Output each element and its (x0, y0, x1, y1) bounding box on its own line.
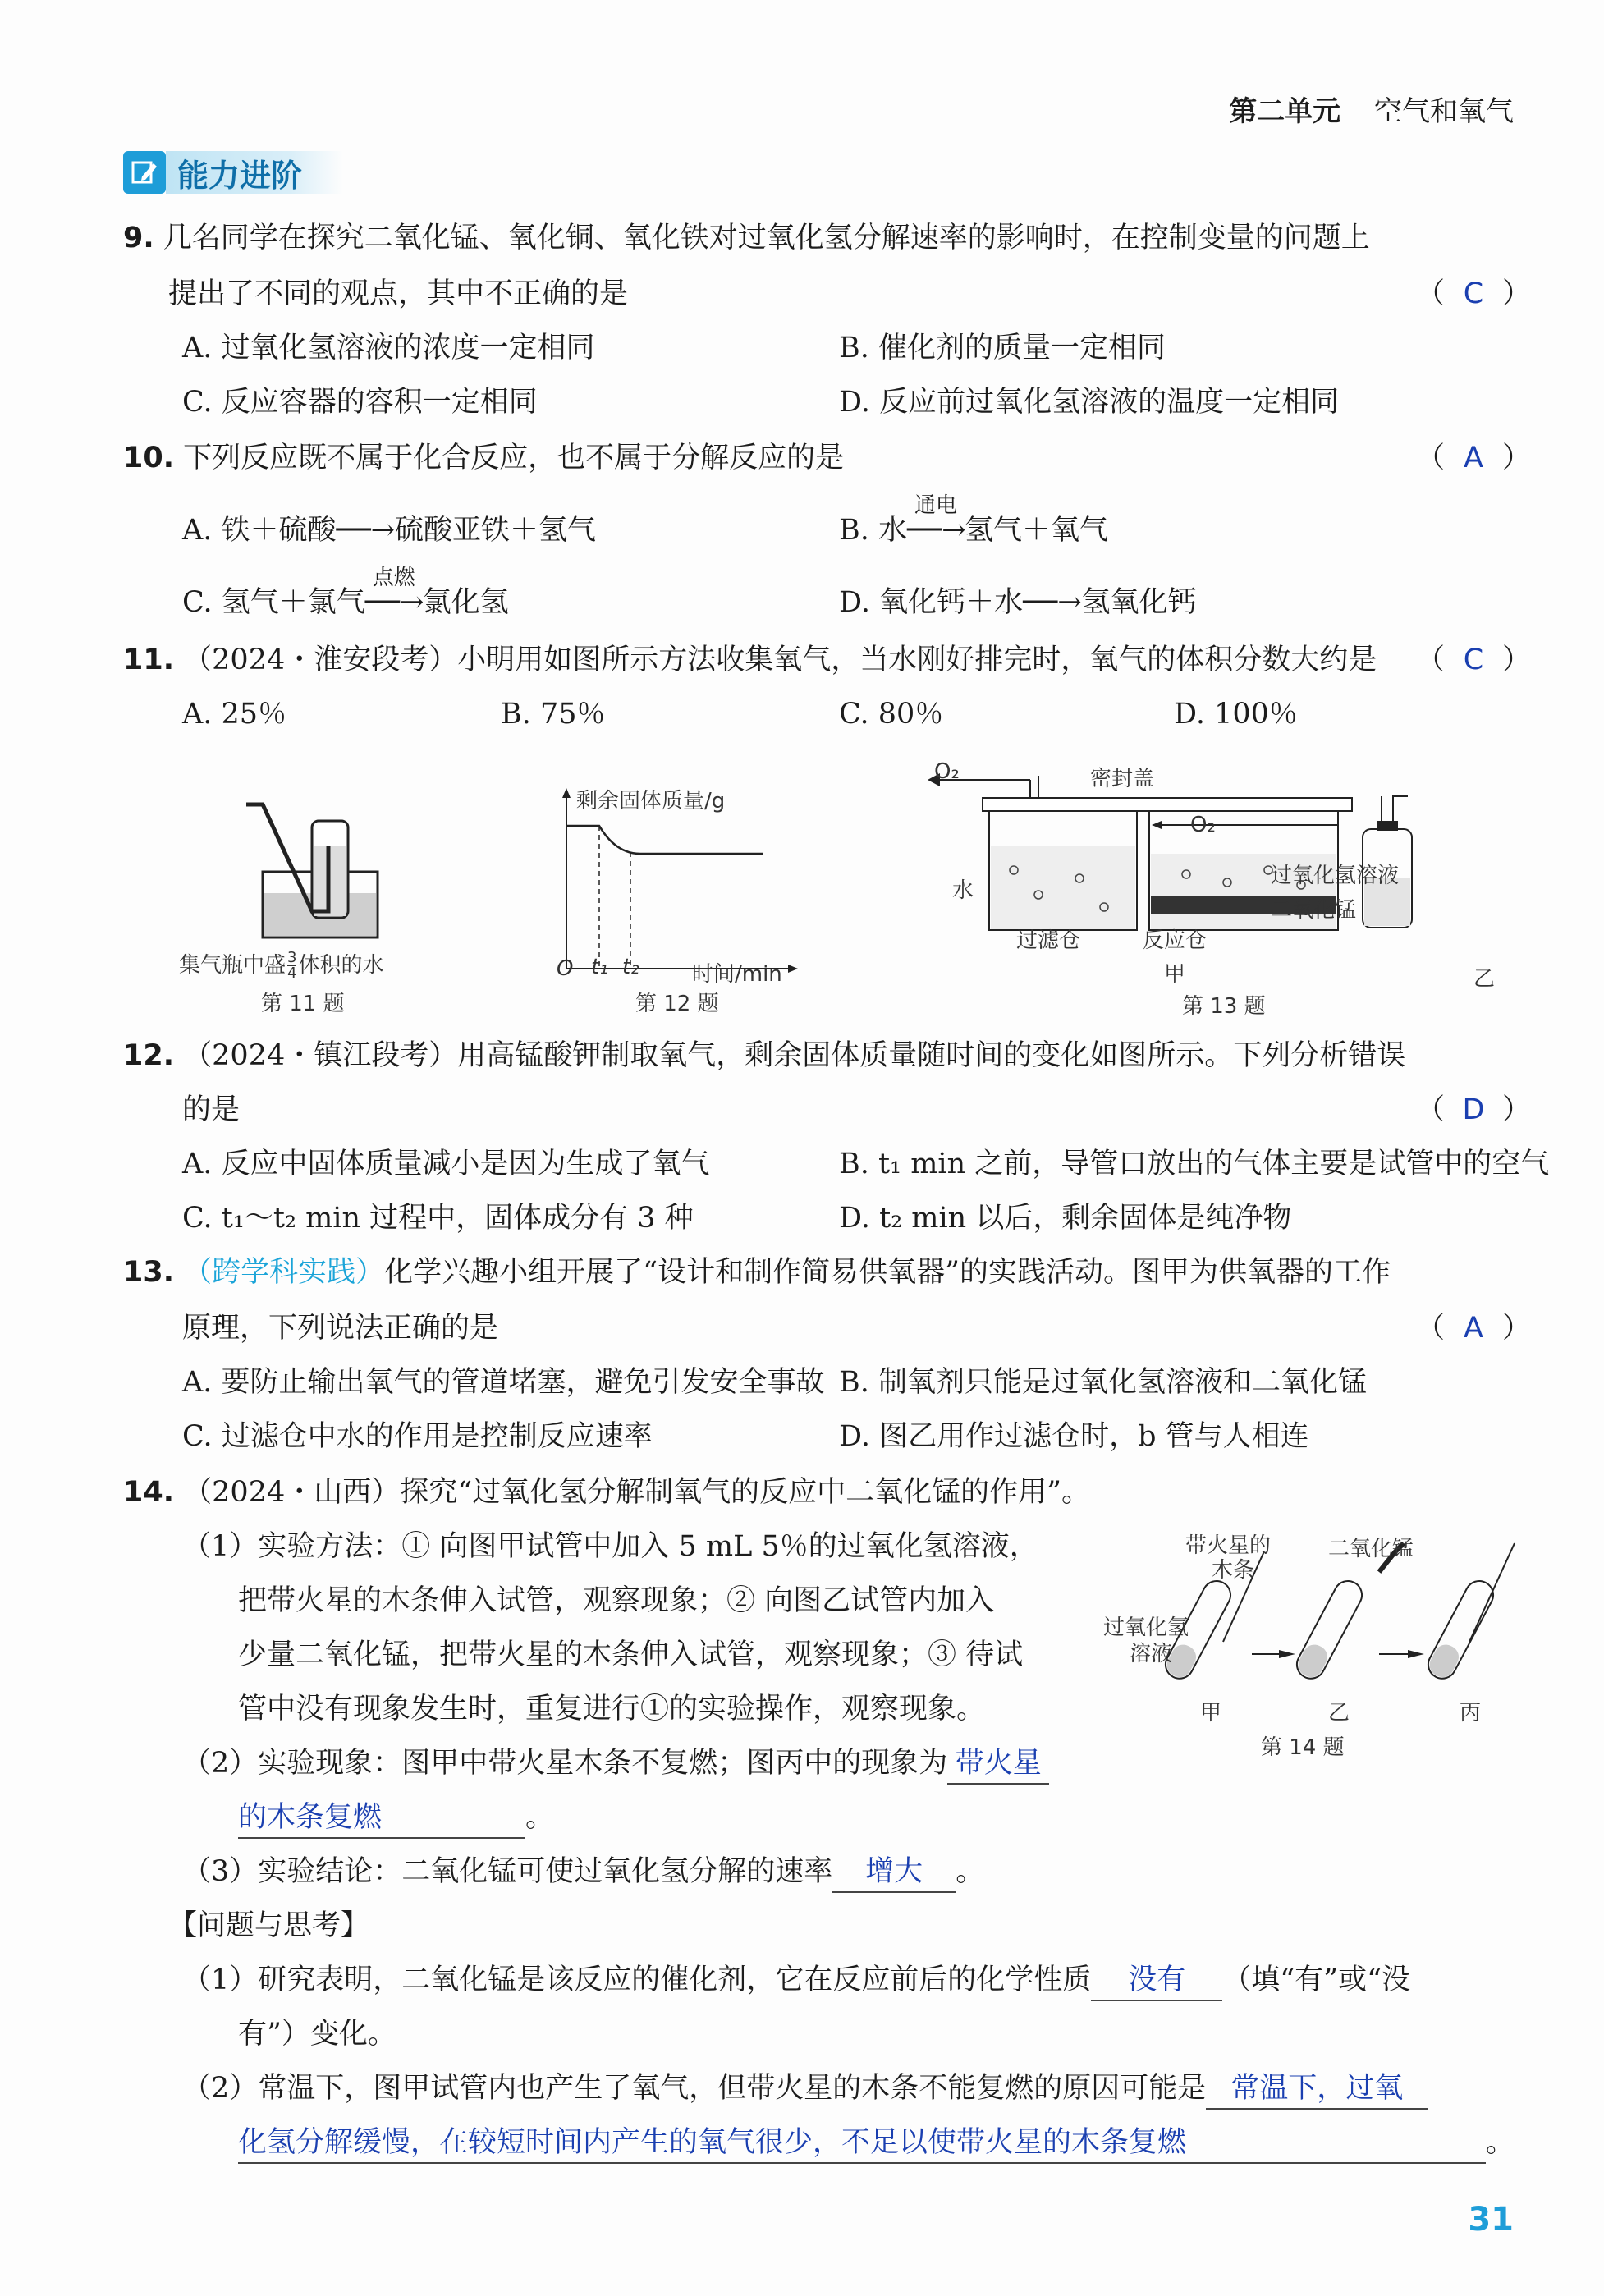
fig14-caption: 第 14 题 (1261, 1735, 1345, 1760)
q14-think-heading: 【问题与思考】 (168, 1909, 370, 1942)
q14-t2-answer2: 化氢分解缓慢，在较短时间内产生的氧气很少，不足以使带火星的木条复燃 (238, 2123, 1486, 2164)
q12-line2: 的是 (182, 1093, 241, 1126)
fig12-origin: O (557, 956, 574, 981)
fig13-yi: 乙 (1473, 967, 1496, 992)
fig12-caption: 第 12 题 (635, 992, 719, 1016)
q9-option-c: C. 反应容器的容积一定相同 (182, 386, 538, 419)
fig14-jia: 甲 (1200, 1701, 1222, 1725)
q14-t1-answer: 没有 (1091, 1960, 1222, 2001)
q14-p1-line1: （1）实验方法：① 向图甲试管中加入 5 mL 5％的过氧化氢溶液， (182, 1530, 1038, 1563)
fig12-xlabel: 时间/min (692, 962, 782, 987)
q13-option-b: B. 制氧剂只能是过氧化氢溶液和二氧化锰 (839, 1366, 1367, 1399)
fig13-caption: 第 13 题 (1182, 994, 1266, 1019)
q9-option-d: D. 反应前过氧化氢溶液的温度一定相同 (839, 386, 1340, 419)
q12-option-a: A. 反应中固体质量减小是因为生成了氧气 (182, 1148, 710, 1180)
fig13-mno2: 二氧化锰 (1271, 898, 1357, 923)
fig13-reaction: 反应仓 (1143, 928, 1208, 953)
q14-t1: （1）研究表明，二氧化锰是该反应的催化剂，它在反应前后的化学性质 没有 （填“有”或“没 (182, 1960, 1410, 2001)
q12-line1: 12. （2024・镇江段考）用高锰酸钾制取氧气，剩余固体质量随时间的变化如图所示。下列分析错误 (123, 1039, 1406, 1072)
q14-p2: （2）实验现象：图甲中带火星木条不复燃；图丙中的现象为 带火星 (182, 1744, 1049, 1785)
q14-p3: （3）实验结论：二氧化锰可使过氧化氢分解的速率 增大 。 (182, 1852, 984, 1893)
q12-option-b: B. t₁ min 之前，导管口放出的气体主要是试管中的空气 (839, 1148, 1550, 1180)
q11-option-c: C. 80％ (839, 698, 944, 731)
q14-p1-line3: 少量二氧化锰，把带火星的木条伸入试管，观察现象；③ 待试 (238, 1638, 1024, 1671)
section-title: 能力进阶 (166, 151, 343, 194)
q13-answer: （ A ） (1416, 1312, 1532, 1345)
q14-p2-answer1: 带火星 (947, 1744, 1049, 1785)
fig14-splint: 带火星的 (1185, 1533, 1272, 1558)
fig12-t1: t₁ (591, 955, 608, 979)
running-header (1229, 89, 1514, 129)
q10-option-d: D. 氧化钙＋水──→氢氧化钙 (839, 586, 1197, 619)
q10-option-a: A. 铁＋硫酸──→硫酸亚铁＋氢气 (182, 514, 596, 547)
fig14-bing: 丙 (1460, 1701, 1482, 1725)
q13-option-a: A. 要防止输出氧气的管道堵塞，避免引发安全事故 (182, 1366, 825, 1399)
fig13-lid: 密封盖 (1090, 767, 1155, 791)
q10-option-b: B. 水 通电 ──→氢气＋氧气 (839, 493, 1108, 547)
fig13-o2-in: O₂ (1190, 813, 1216, 837)
q14-p2-cont: 的木条复燃 。 (238, 1798, 554, 1839)
q13-option-c: C. 过滤仓中水的作用是控制反应速率 (182, 1420, 653, 1453)
q14-p1-line2: 把带火星的木条伸入试管，观察现象；② 向图乙试管内加入 (238, 1584, 995, 1617)
fig13-filter: 过滤仓 (1016, 928, 1081, 953)
q14-stem: 14. （2024・山西）探究“过氧化氢分解制氧气的反应中二氧化锰的作用”。 (123, 1476, 1091, 1509)
q14-t1-line2: 有”）变化。 (238, 2018, 396, 2051)
q14-p1-line4: 管中没有现象发生时，重复进行①的实验操作，观察现象。 (238, 1693, 986, 1725)
q9-line1: 9. 几名同学在探究二氧化锰、氧化铜、氧化铁对过氧化氢分解速率的影响时，在控制变量的问题上 (123, 222, 1370, 254)
fig14-h2o2: 过氧化氢 (1103, 1615, 1189, 1640)
q12-option-d: D. t₂ min 以后，剩余固体是纯净物 (839, 1202, 1292, 1235)
fig11-label: 集气瓶中盛 $\frac{3}{4}$ 体积的水 (179, 949, 384, 982)
q10-option-c: C. 氢气＋氯气 点燃 ──→氯化氢 (182, 566, 509, 619)
q13-line1: 13. （跨学科实践）化学兴趣小组开展了“设计和制作简易供氧器”的实践活动。图甲为供氧器的工作 (123, 1256, 1391, 1289)
fig11-caption: 第 11 题 (261, 992, 345, 1016)
q10-stem: 10. 下列反应既不属于化合反应，也不属于分解反应的是 (123, 442, 845, 474)
fig13-water: 水 (952, 878, 974, 903)
q13-option-d: D. 图乙用作过滤仓时，b 管与人相连 (839, 1420, 1309, 1453)
q11-answer: （ C ） (1416, 644, 1532, 676)
fig11-apparatus (246, 796, 394, 944)
q11-stem: 11. （2024・淮安段考）小明用如图所示方法收集氧气，当水刚好排完时，氧气的体积分数大约是 (123, 644, 1377, 676)
q14-t2-cont: 化氢分解缓慢，在较短时间内产生的氧气很少，不足以使带火星的木条复燃 。 (238, 2123, 1515, 2164)
q11-option-d: D. 100％ (1174, 698, 1298, 731)
q14-p3-answer: 增大 (832, 1852, 956, 1893)
fig14-splint2: 木条 (1212, 1558, 1255, 1583)
q9-option-a: A. 过氧化氢溶液的浓度一定相同 (182, 332, 595, 364)
fig12-t2: t₂ (622, 955, 639, 979)
q14-p2-answer2: 的木条复燃 (238, 1798, 525, 1839)
fig13-h2o2: 过氧化氢溶液 (1271, 864, 1400, 888)
q9-line2: 提出了不同的观点，其中不正确的是 (168, 277, 629, 310)
q14-t2-answer1: 常温下，过氧 (1206, 2069, 1428, 2110)
q11-option-b: B. 75％ (501, 698, 606, 731)
fig13-o2-out: O₂ (934, 759, 960, 784)
fig13-jia: 甲 (1164, 962, 1186, 987)
q12-answer: （ D ） (1416, 1093, 1532, 1126)
q9-option-b: B. 催化剂的质量一定相同 (839, 332, 1166, 364)
q13-line2: 原理，下列说法正确的是 (182, 1312, 499, 1345)
fig14-mno2: 二氧化锰 (1328, 1537, 1414, 1561)
pencil-icon (123, 151, 166, 194)
page-number: 31 (1468, 2201, 1514, 2239)
q9-answer: （ C ） (1416, 277, 1532, 310)
topic-title: 空气和氧气 (1374, 95, 1514, 128)
q14-t2: （2）常温下，图甲试管内也产生了氧气，但带火星的木条不能复燃的原因可能是 常温下，过氧 (182, 2069, 1428, 2110)
q10-answer: （ A ） (1416, 442, 1532, 474)
q12-option-c: C. t₁～t₂ min 过程中，固体成分有 3 种 (182, 1202, 694, 1235)
fig14-yi: 乙 (1328, 1701, 1350, 1725)
unit-title: 第二单元 (1229, 95, 1341, 128)
section-heading (123, 148, 361, 197)
q11-option-a: A. 25％ (182, 698, 287, 731)
fig12-ylabel: 剩余固体质量/g (576, 789, 726, 813)
fig14-h2o2b: 溶液 (1130, 1642, 1173, 1666)
